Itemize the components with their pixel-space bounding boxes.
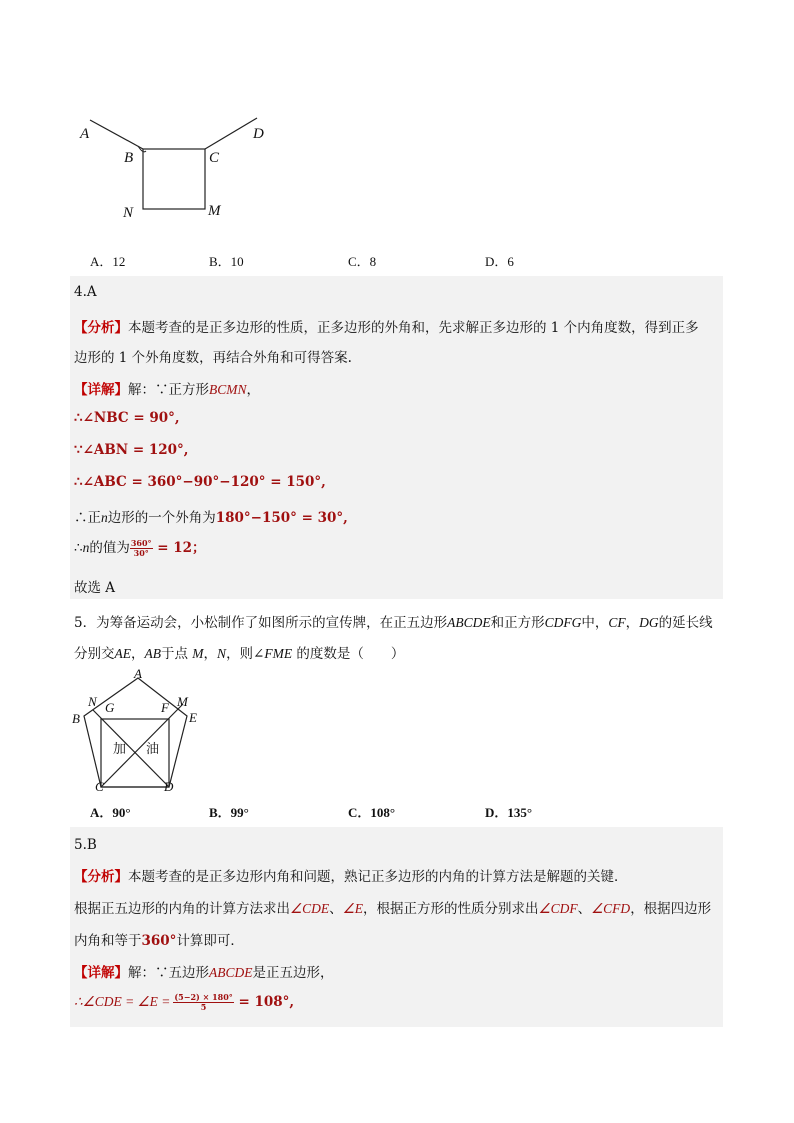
pentagon-figure (70, 664, 220, 799)
step-4-1: ∴∠NBC = 90°, (74, 410, 180, 426)
step-5-1 (74, 993, 294, 1012)
option-d: D．6 (485, 254, 514, 269)
pentagon-name: ABCDE (209, 965, 253, 980)
option-a: A．12 (90, 254, 126, 269)
final-4: 故选 A (74, 580, 116, 596)
q5-u3: ， (131, 646, 145, 662)
q5-u10: FME (264, 646, 293, 661)
analysis-5-line1 (74, 865, 628, 885)
q5-option-d: D．135° (485, 805, 533, 820)
step4-prefix: ∴正 (74, 510, 101, 526)
option-b: B．10 (209, 254, 244, 269)
fraction-pentagon-angle (173, 993, 233, 1012)
q5-option-a: A．90° (90, 805, 131, 820)
label-n: N (123, 205, 134, 221)
fraction-den: 30° (133, 548, 149, 558)
answer-4-label: 4.A (74, 284, 97, 300)
answer-5-panel (70, 827, 723, 1027)
p-label-m: M (177, 694, 188, 709)
a5-l2-3: 、 (329, 901, 343, 917)
step-4-3: ∴∠ABC = 360°−90°−120° = 150°, (74, 474, 326, 490)
square-figure (70, 110, 300, 230)
step5-prefix: ∴ (74, 540, 83, 556)
p-label-f: F (161, 700, 169, 715)
q5-t6: CF (608, 615, 626, 630)
a5-l2-2: ∠CDE (290, 901, 330, 916)
a5-l3-2: 360° (141, 933, 177, 949)
square-bcmn (143, 149, 205, 209)
q5-u1: 分别交 (74, 646, 115, 662)
p-label-a: A (134, 666, 142, 681)
step4-text: 边形的一个外角为 (107, 510, 216, 526)
q5-line1 (74, 611, 713, 631)
q5-t2: ABCDE (447, 615, 491, 630)
q5-t4: CDFG (544, 615, 582, 630)
a5-l3-3: 计算即可． (176, 933, 244, 949)
fraction-360-30 (130, 539, 153, 558)
label-d: D (253, 126, 264, 142)
a5-l2-1: 根据正五边形的内角的计算方法求出 (74, 901, 290, 917)
a5-l2-4: ∠E (342, 901, 363, 916)
fraction5-num: (5−2) × 180° (174, 992, 233, 1002)
q5-u6: M (192, 646, 204, 661)
q5-u2: AE (114, 646, 131, 661)
analysis-tag: 【分析】 (74, 320, 128, 336)
detail5-end: 是正五边形， (252, 965, 334, 981)
q5-t1: 5．为筹备运动会，小松制作了如图所示的宣传牌，在正五边形 (74, 615, 448, 631)
label-c: C (209, 150, 220, 166)
analysis-4-line2: 边形的 1 个外角度数，再结合外角和可得答案. (74, 350, 352, 366)
square-name: BCMN (209, 382, 247, 397)
a5-l3-1: 内角和等于 (74, 933, 142, 949)
analysis-4-line1 (74, 316, 699, 336)
step5-value: = 12； (152, 540, 206, 556)
answer-4-panel (70, 276, 723, 599)
q5-u9: ，则∠ (226, 646, 265, 662)
answer-5-label: 5.B (74, 837, 97, 853)
q5-u7: ， (203, 646, 218, 662)
a5-l2-7: 、 (577, 901, 592, 917)
detail5-tag: 【详解】 (74, 965, 128, 981)
label-m: M (208, 203, 221, 219)
label-a: A (80, 126, 90, 142)
q5-u8: N (217, 646, 227, 661)
q5-u4: AB (144, 646, 161, 661)
step5-text: 的值为 (89, 540, 130, 556)
label-b: B (124, 150, 134, 166)
step4-value: 180°−150° = 30°, (215, 510, 348, 526)
detail-comma: ， (246, 382, 261, 398)
a5-l2-5: ，根据正方形的性质分别求出 (362, 901, 539, 917)
detail-text: 解：∵正方形 (128, 382, 209, 398)
detail-5-intro (74, 961, 334, 981)
a5-l2-8: ∠CFD (591, 901, 631, 916)
step4-n: n (101, 510, 108, 525)
q5-line2 (74, 642, 404, 662)
q5-option-b: B．99° (209, 805, 249, 820)
p-label-n: N (88, 694, 97, 709)
detail5-text: 解：∵五边形 (128, 965, 209, 981)
p-label-e: E (189, 710, 197, 725)
q5-u5: 于点 (161, 646, 193, 662)
detail-4-intro (74, 378, 260, 398)
step5-1-lhs: ∴∠CDE = ∠E = (74, 994, 171, 1009)
char-jia: 加 (113, 742, 127, 757)
p-label-b: B (72, 711, 80, 726)
step-4-5 (74, 536, 206, 558)
step-4-2: ∵∠ABN = 120°, (74, 442, 189, 458)
analysis5-tag: 【分析】 (74, 869, 128, 885)
fraction-num: 360° (130, 538, 152, 548)
q5-option-c: C．108° (348, 805, 396, 820)
analysis-5-line3 (74, 929, 244, 949)
option-c: C．8 (348, 254, 377, 269)
a5-l2-6: ∠CDF (538, 901, 578, 916)
q5-t5: 中， (581, 615, 609, 631)
detail-tag: 【详解】 (74, 382, 128, 398)
pentagon-abcde (84, 678, 187, 787)
char-you: 油 (146, 742, 160, 757)
segment-cd (205, 118, 257, 149)
fraction5-den: 5 (200, 1002, 207, 1012)
q5-t7: ， (625, 615, 640, 631)
q5-u11: 的度数是（ ） (292, 646, 405, 662)
step5-n: n (82, 540, 90, 555)
p-label-g: G (105, 700, 115, 715)
a5-l2-9: ，根据四边形 (630, 901, 712, 917)
analysis-text: 本题考查的是正多边形的性质，正多边形的外角和，先求解正多边形的 1 个内角度数，得到正多 (128, 320, 699, 336)
p-label-c: C (95, 779, 104, 794)
step5-1-value: = 108°, (233, 994, 295, 1010)
q5-t8: DG (639, 615, 659, 630)
q5-t3: 和正方形 (490, 615, 545, 631)
p-label-d: D (164, 779, 174, 794)
segment-ab (90, 120, 143, 149)
analysis5-text: 本题考查的是正多边形内角和问题，熟记正多边形的内角的计算方法是解题的关键． (128, 869, 628, 885)
analysis-5-line2 (74, 897, 711, 917)
q5-t9: 的延长线 (658, 615, 713, 631)
step-4-4 (74, 506, 348, 526)
